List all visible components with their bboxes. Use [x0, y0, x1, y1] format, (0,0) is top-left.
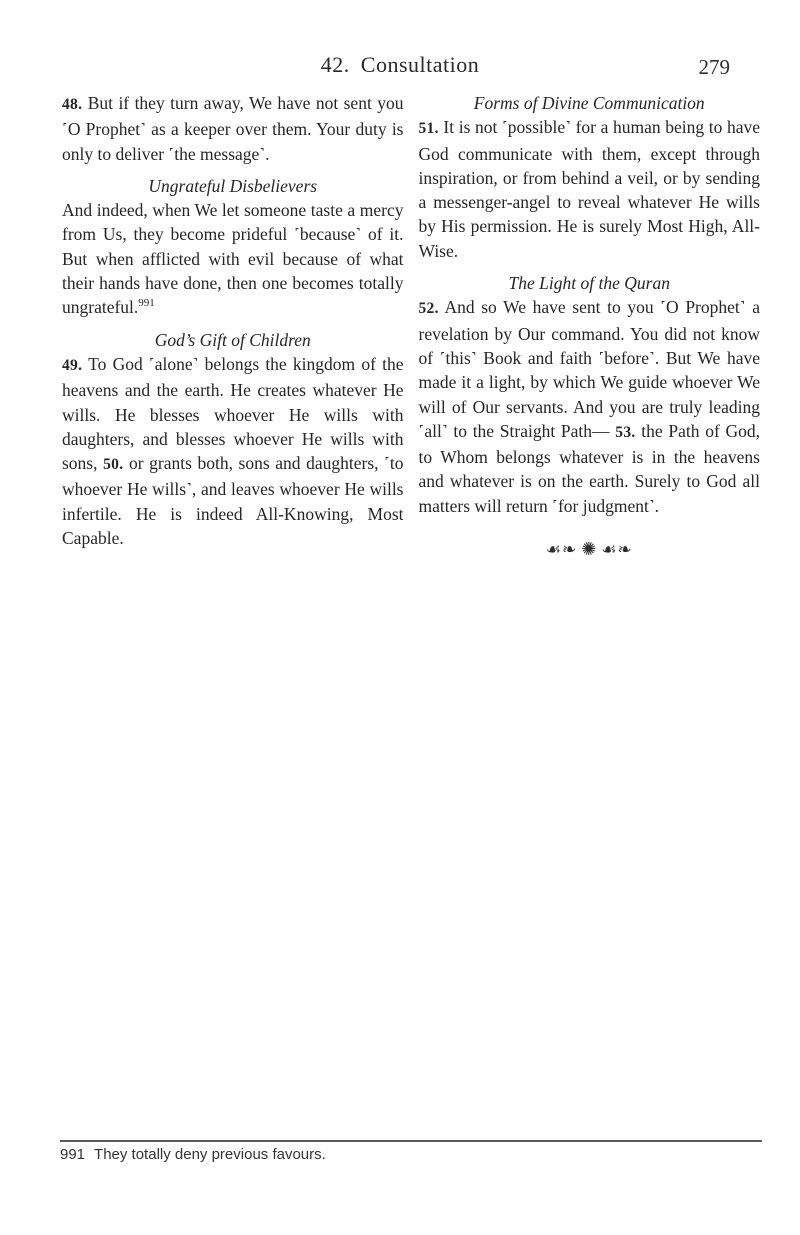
verse-49-number: 49.: [62, 356, 83, 374]
footnote-area: [60, 1140, 762, 1163]
page-header: [0, 52, 800, 86]
verse-53-text: the Path of God, to Whom belongs whatever is in the heavens and whatever is on the earth. Surely to God all matters will return ˹for judgment˺.: [418, 420, 760, 516]
section-heading-the-light-of-the-quran: The Light of the Quran: [508, 273, 670, 294]
verse-52-number: 52.: [418, 300, 439, 318]
verse-50-number: 50.: [103, 456, 124, 474]
verse-52-53-paragraph: [419, 295, 761, 518]
ungrateful-disbelievers-paragraph: [62, 198, 404, 319]
ornament-flower-icon: ✺: [581, 539, 598, 561]
verse-51-number: 51.: [418, 120, 439, 138]
verse-50-text: or grants both, sons and daughters, ˹to whoever He wills˺, and leaves whoever He wills infertile. He is indeed All-Knowing, Most Capable.: [62, 453, 404, 549]
page-number: 279: [698, 55, 730, 79]
verse-48-number: 48.: [62, 96, 83, 113]
end-of-surah-ornament: [419, 538, 761, 562]
chapter-title: [0, 52, 800, 78]
footnote-text: They totally deny previous favours.: [94, 1146, 326, 1163]
footnote-991: [60, 1146, 762, 1163]
footnote-number: 991: [60, 1146, 86, 1163]
chapter-number: 42.: [320, 52, 350, 77]
left-column: [62, 91, 404, 562]
right-column: [419, 91, 761, 562]
section-heading-gods-gift-of-children: God’s Gift of Children: [154, 329, 311, 350]
section-heading-ungrateful-disbelievers: Ungrateful Disbelievers: [148, 175, 318, 196]
verse-52-text: And so We have sent to you ˹O Prophet˺ a revelation by Our command. You did not know of ˹this˺ Book and faith ˹before˺. But We have made it a light, by which We guide whoever We will of Our servants. And you are truly leading ˹all˺ to the Straight Path—: [418, 297, 760, 441]
verse-51-text: It is not ˹possible˺ for a human being to have God communicate with them, except through inspiration, or from behind a veil, or by sending a messenger-angel to reveal whatever He wills by His permission. He is surely Most High, All-Wise.: [418, 117, 761, 261]
chapter-name: Consultation: [360, 52, 480, 77]
verse-48-paragraph: [62, 91, 404, 166]
verse-49-text: To God ˹alone˺ belongs the kingdom of the heavens and the earth. He creates whatever He wills. He blesses whoever He wills with daughters, and blesses whoever He wills with sons,: [62, 353, 404, 474]
section-heading-forms-of-divine-communication: Forms of Divine Communication: [473, 93, 705, 113]
footnote-reference-991: 991: [138, 297, 155, 310]
ornament-scroll-right-icon: ☙❧: [601, 540, 633, 561]
ornament-scroll-left-icon: ☙❧: [545, 540, 578, 561]
verse-51-paragraph: [419, 115, 761, 263]
ungrateful-paragraph-text: And indeed, when We let someone taste a mercy from Us, they become prideful ˹because˺ of it. But when afflicted with evil because of what their hands have done, then one becomes totally ungrateful.: [62, 200, 404, 318]
verse-48-text: But if they turn away, We have not sent you ˹O Prophet˺ as a keeper over them. Your duty is only to deliver ˹the message˺.: [62, 93, 404, 164]
two-column-text-block: [62, 91, 760, 562]
verse-49-50-paragraph: [62, 352, 404, 550]
verse-53-number: 53.: [615, 423, 636, 441]
